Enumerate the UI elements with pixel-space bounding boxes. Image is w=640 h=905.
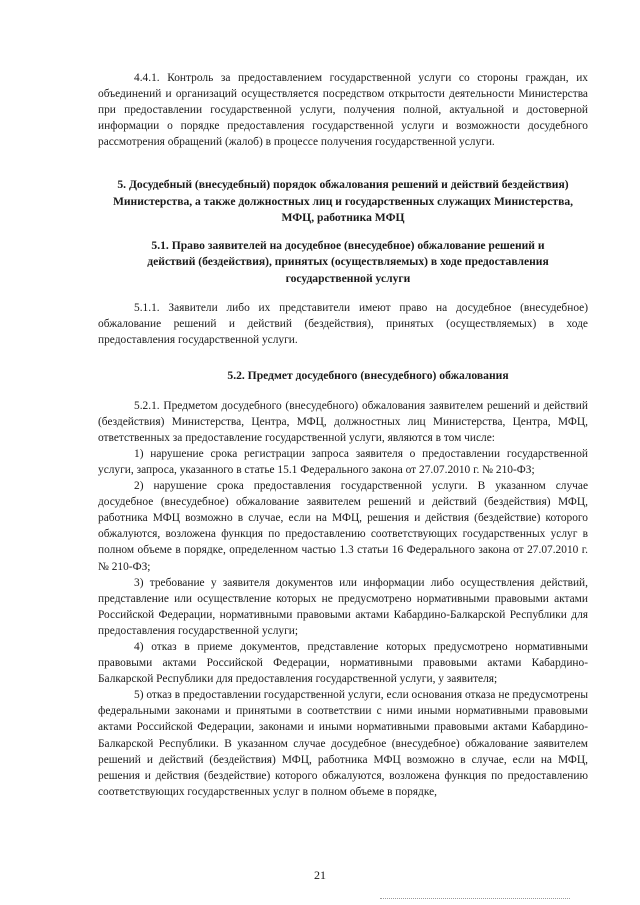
list-item-4: 4) отказ в приеме документов, представление которых предусмотрено нормативными правовыми актами Российской Федерации, нормативными правовыми актами Кабардино-Балкарской Республики для предоставления государственной услуги, у заявителя; <box>98 641 588 686</box>
list-item-1: 1) нарушение срока регистрации запроса заявителя о предоставлении государственной услуги, запроса, указанного в статье 15.1 Федерального закона от 27.07.2010 г. № 210-ФЗ; <box>98 447 588 476</box>
paragraph-5-2-1: 5.2.1. Предметом досудебного (внесудебного) обжалования заявителем решений и действий (бездействия) Министерства, Центра, МФЦ, должностных лиц Министерства, Центра, МФЦ, ответственных за предоставление государственной услуги, являются в том числе: <box>98 399 588 444</box>
list-item-2: 2) нарушение срока предоставления государственной услуги. В указанном случае досудебное (внесудебное) обжалование заявителем решений и действий (бездействия) МФЦ, работника МФЦ возможно в случае, если на МФЦ, решения и действия (бездействие) которого обжалуются, возложена функция по предоставлению соответствующих государственных услуг в полном объеме в порядке, определенном частью 1.3 статьи 16 Федерального закона от 27.07.2010 г. № 210-ФЗ; <box>98 480 588 573</box>
section-5-heading: 5. Досудебный (внесудебный) порядок обжалования решений и действий бездействия) Министерства, а также должностных лиц и государственных служащих Министерства, МФЦ, работника МФЦ <box>112 178 574 225</box>
paragraph-4-4-1: 4.4.1. Контроль за предоставлением государственной услуги со стороны граждан, их объединений и организаций осуществляется посредством открытости деятельности Министерства при предоставлении государственной услуги, получения полной, актуальной и достоверной информации о порядке предоставления государственной услуги и возможности досудебного рассмотрения обращений (жалоб) в процессе получения государственной услуги. <box>98 72 588 149</box>
section-5-2-heading: 5.2. Предмет досудебного (внесудебного) обжалования <box>227 369 509 383</box>
section-5-1-heading: 5.1. Право заявителей на досудебное (внесудебное) обжалование решений и действий (бездействия), принятых (осуществляемых) в ходе предоставления государственной услуги <box>147 238 549 285</box>
scan-artifact-line <box>380 898 570 900</box>
page-content <box>98 70 588 800</box>
list-item-3: 3) требование у заявителя документов или информации либо осуществления действий, представление или осуществление которых не предусмотрено нормативными правовыми актами Российской Федерации, нормативными правовыми актами Кабардино-Балкарской Республики для предоставления государственной услуги; <box>98 576 588 637</box>
paragraph-5-1-1: 5.1.1. Заявители либо их представители имеют право на досудебное (внесудебное) обжалование решений и действий (бездействия), принятых (осуществляемых) в ходе предоставления государственной услуги. <box>98 301 588 347</box>
list-item-5: 5) отказ в предоставлении государственной услуги, если основания отказа не предусмотрены федеральными законами и принятыми в соответствии с ними иными нормативными правовыми актами Российской Федерации, законами и иными нормативными правовыми актами Кабардино-Балкарской Республики. В указанном случае досудебное (внесудебное) обжалование заявителем решений и действий (бездействия) МФЦ, работника МФЦ возможно в случае, если на МФЦ, решения и действия (бездействие) которого обжалуются, возложена функция по предоставлению соответствующих государственных услуг в полном объеме в порядке, <box>98 689 588 798</box>
page-number: 21 <box>314 868 326 882</box>
